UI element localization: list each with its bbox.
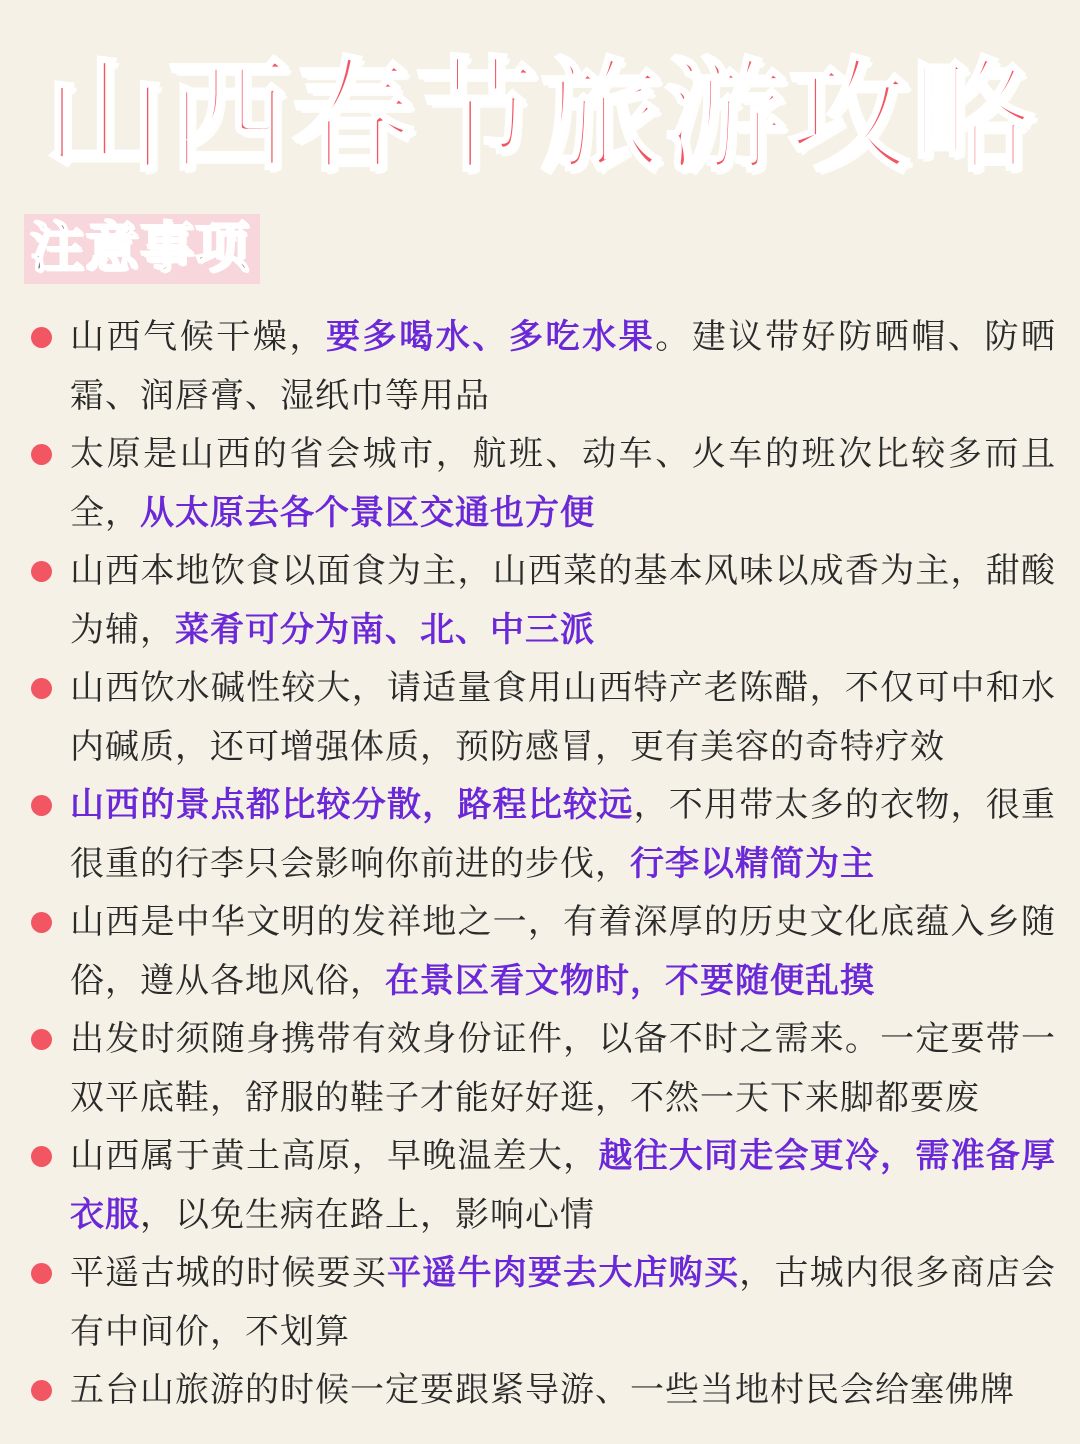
bullet-dot-icon [31, 1380, 52, 1401]
bullet-dot-icon [31, 561, 52, 582]
section-header [24, 214, 1056, 286]
list-item [24, 1127, 1056, 1244]
list-item [24, 893, 1056, 1010]
page-title: 山西春节旅游攻略 [44, 46, 1036, 188]
item-text: 平遥古城的时候要买 [70, 1253, 387, 1293]
item-text: 五台山旅游的时候一定要跟紧导游、一些当地村民会给塞佛牌 [70, 1370, 1015, 1410]
list-item [24, 1244, 1056, 1361]
highlighted-text: 在景区看文物时，不要随便乱摸 [385, 960, 875, 1001]
item-text: 太原是山西的省会城市，航班、动车、火车的班次比较多而且全， [70, 434, 1056, 533]
item-text: 。建议带好防晒帽、防晒霜、润唇膏、湿纸巾等用品 [70, 317, 1057, 416]
tips-list [24, 308, 1056, 1420]
item-text: 山西属于黄土高原，早晚温差大， [70, 1136, 599, 1176]
bullet-dot-icon [31, 678, 52, 699]
bullet-dot-icon [31, 1029, 52, 1050]
item-text: ，不用带太多的衣物，很重很重的行李只会影响你前进的步伐， [70, 785, 1057, 884]
highlighted-text: 越往大同走会更冷，需准备厚衣服 [70, 1136, 1057, 1235]
highlighted-text: 菜肴可分为南、北、中三派 [175, 609, 595, 650]
highlighted-text: 要多喝水、多吃水果 [326, 317, 656, 357]
bullet-dot-icon [31, 1146, 52, 1167]
list-item [24, 308, 1056, 425]
highlighted-text: 平遥牛肉要去大店购买 [387, 1253, 740, 1293]
bullet-dot-icon [31, 1263, 52, 1284]
item-text: 山西饮水碱性较大，请适量食用山西特产老陈醋，不仅可中和水内碱质，还可增强体质，预防感冒，更有美容的奇特疗效 [70, 668, 1056, 767]
highlighted-text: 行李以精简为主 [630, 843, 875, 884]
highlighted-text: 从太原去各个景区交通也方便 [140, 492, 595, 533]
bullet-dot-icon [31, 912, 52, 933]
section-label: 注意事项 [24, 214, 260, 284]
item-text: 山西气候干燥， [70, 317, 327, 357]
list-item [24, 659, 1056, 776]
item-text: 山西本地饮食以面食为主，山西菜的基本风味以成香为主，甜酸为辅， [70, 551, 1056, 650]
list-item [24, 425, 1056, 542]
bullet-dot-icon [31, 444, 52, 465]
bullet-dot-icon [31, 327, 52, 348]
list-item [24, 776, 1056, 893]
highlighted-text: 山西的景点都比较分散，路程比较远 [70, 785, 634, 825]
list-item [24, 542, 1056, 659]
item-text: ，古城内很多商店会有中间价，不划算 [70, 1253, 1057, 1352]
item-text: 山西是中华文明的发祥地之一，有着深厚的历史文化底蕴入乡随俗，遵从各地风俗， [70, 902, 1056, 1001]
bullet-dot-icon [31, 795, 52, 816]
list-item [24, 1361, 1056, 1420]
list-item [24, 1010, 1056, 1127]
item-text: ，以免生病在路上，影响心情 [140, 1194, 595, 1235]
item-text: 出发时须随身携带有效身份证件，以备不时之需来。一定要带一双平底鞋，舒服的鞋子才能好好逛，不然一天下来脚都要废 [70, 1019, 1056, 1118]
